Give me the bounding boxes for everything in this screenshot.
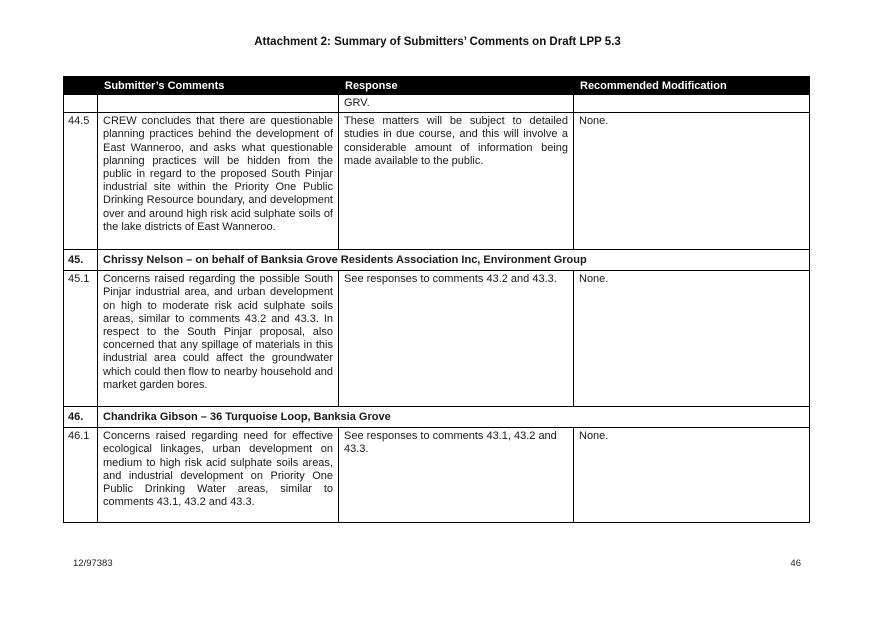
table-row-44-5 [64,113,810,250]
cell-response: See responses to comments 43.2 and 43.3. [339,271,574,407]
footer-document-reference: 12/97383 [73,558,113,569]
cell-number: 46.1 [64,428,98,523]
cell-modification: None. [574,113,810,250]
page-title: Attachment 2: Summary of Submitters’ Comments on Draft LPP 5.3 [254,36,621,48]
cell-number: 45. [64,250,98,271]
cell-number: 46. [64,407,98,428]
table-body [64,95,810,523]
cell-comment: CREW concludes that there are questionable planning practices behind the development of East Wanneroo, and asks what questionable planning practices will be hidden from the public in regard to the proposed South Pinjar industrial site within the Priority One Public Drinking Resource boundary, and development over and around high risk acid sulphate soils of the lake districts of East Wanneroo. [98,113,339,250]
cell-modification [574,95,810,113]
header-row [64,77,810,95]
cell-comment: Concerns raised regarding the possible South Pinjar industrial area, and urban development on high to moderate risk acid sulphate soils areas, similar to comments 43.2 and 43.3. In respect to the South Pinjar proposal, also concerned that any spillage of materials in this industrial area could affect the groundwater which could then flow to nearby household and market garden bores. [98,271,339,407]
submitters-comments-table [63,76,810,523]
cell-comment [98,95,339,113]
footer-page-number: 46 [790,558,801,569]
table-row-submitter-46 [64,407,810,428]
header-number [64,77,98,95]
header-recommended-modification: Recommended Modification [574,77,810,95]
cell-response: These matters will be subject to detailed studies in due course, and this will involve a considerable amount of information being made available to the public. [339,113,574,250]
cell-number: 44.5 [64,113,98,250]
header-submitters-comments: Submitter’s Comments [98,77,339,95]
table-row-45-1 [64,271,810,407]
cell-modification: None. [574,428,810,523]
table-row-continuation [64,95,810,113]
cell-submitter-name: Chrissy Nelson – on behalf of Banksia Grove Residents Association Inc, Environment Group [98,250,810,271]
cell-response: See responses to comments 43.1, 43.2 and 43.3. [339,428,574,523]
table-row-submitter-45 [64,250,810,271]
header-response: Response [339,77,574,95]
cell-submitter-name: Chandrika Gibson – 36 Turquoise Loop, Banksia Grove [98,407,810,428]
table-row-46-1 [64,428,810,523]
cell-number [64,95,98,113]
cell-response: GRV. [339,95,574,113]
cell-number: 45.1 [64,271,98,407]
table-header [64,77,810,95]
cell-modification: None. [574,271,810,407]
cell-comment: Concerns raised regarding need for effective ecological linkages, urban development on medium to high risk acid sulphate soils areas, and industrial development on Priority One Public Drinking Water areas, similar to comments 43.1, 43.2 and 43.3. [98,428,339,523]
